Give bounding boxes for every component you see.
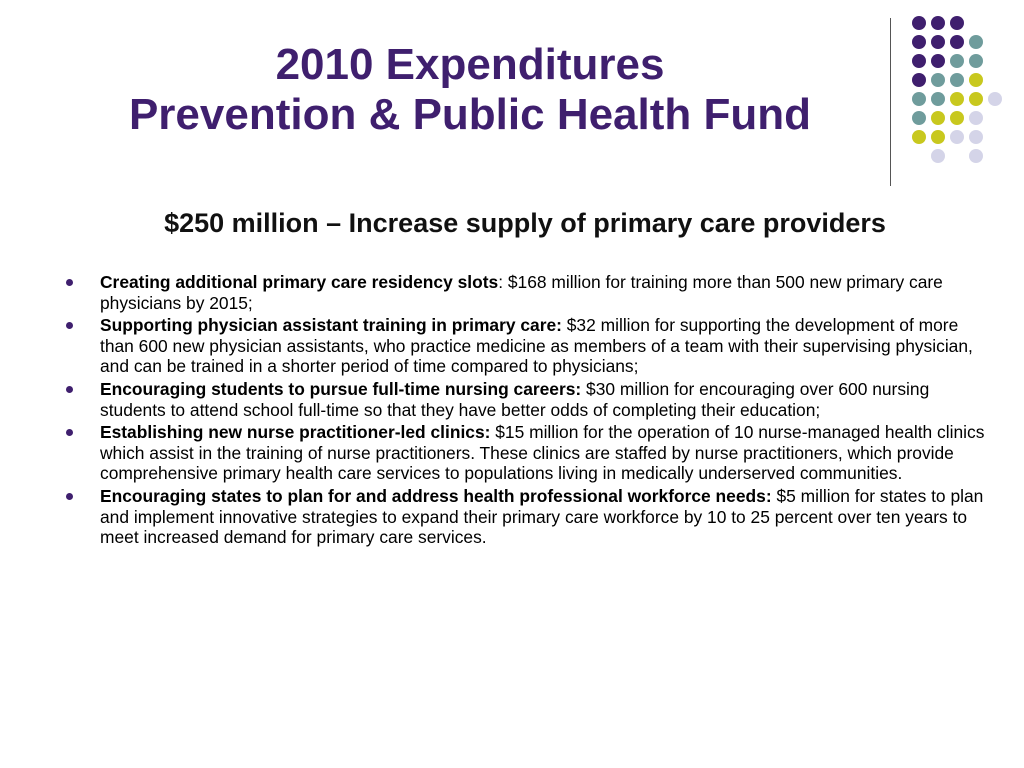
decorative-dot [969,92,983,106]
bullet-body: : $168 million for training more than 500 new primary care physicians by 2015; [100,272,943,313]
bullet-item [66,315,986,377]
slide-title [60,40,880,140]
bullet-list [66,272,986,550]
decorative-dot [931,111,945,125]
title-line-1: 2010 Expenditures [275,40,665,89]
bullet-body: $15 million for the operation of 10 nurse-managed health clinics which assist in the training of nurse practitioners. These clinics are staffed by nurse practitioners, which provide comprehensive primary health care services to populations living in medically underserved communities. [100,422,985,484]
decorative-dot [950,35,964,49]
decorative-dot [912,92,926,106]
decorative-dot [931,149,945,163]
decorative-dot [912,111,926,125]
decorative-dot [950,130,964,144]
decorative-dot [931,130,945,144]
decorative-dot [931,92,945,106]
decorative-dot [950,54,964,68]
bullet-item [66,272,986,313]
decorative-dot [950,111,964,125]
bullet-body: $30 million for encouraging over 600 nursing students to attend school full-time so that they have better odds of completing their education; [100,378,930,420]
decorative-dot [912,130,926,144]
bullet-dot-icon [66,493,73,500]
decorative-dot [912,35,926,49]
decorative-dot [912,54,926,68]
decorative-dot [950,73,964,87]
bullet-heading: Establishing new nurse practitioner-led clinics: [100,422,491,443]
decorative-dot [931,73,945,87]
slide-subtitle: $250 million – Increase supply of primary care providers [164,208,886,238]
bullet-body: $5 million for states to plan and implement innovative strategies to expand their primary care workforce by 10 to 25 percent over ten years to meet increased demand for primary care services. [100,485,984,548]
title-line-2: Prevention & Public Health Fund [128,90,812,139]
bullet-heading: Creating additional primary care residency slots [100,272,499,292]
bullet-body: $32 million for supporting the development of more than 600 new physician assistants, who practice medicine as members of a team with their supervising physician, and can be trained in a shorter period of time compared to physicians; [100,315,973,377]
decorative-dot [969,73,983,87]
decorative-dot [969,149,983,163]
bullet-dot-icon [66,386,73,393]
bullet-heading: Encouraging states to plan for and address health professional workforce needs: [100,485,772,506]
bullet-item [66,379,986,420]
decorative-dot [969,35,983,49]
decorative-dot [950,92,964,106]
decorative-dot [931,16,945,30]
vertical-divider [890,18,891,186]
decorative-dot [931,35,945,49]
decorative-dot [988,92,1002,106]
bullet-item [66,486,986,548]
bullet-dot-icon [66,429,73,436]
decorative-dot [950,16,964,30]
decorative-dot [912,16,926,30]
decorative-dot [969,54,983,68]
decorative-dot [912,73,926,87]
decorative-dot-grid [900,16,1020,166]
bullet-dot-icon [66,279,73,286]
decorative-dot [969,111,983,125]
bullet-heading: Encouraging students to pursue full-time nursing careers: [100,378,582,399]
decorative-dot [969,130,983,144]
bullet-dot-icon [66,322,73,329]
bullet-heading: Supporting physician assistant training in primary care: [100,315,562,336]
bullet-item [66,422,986,484]
decorative-dot [931,54,945,68]
